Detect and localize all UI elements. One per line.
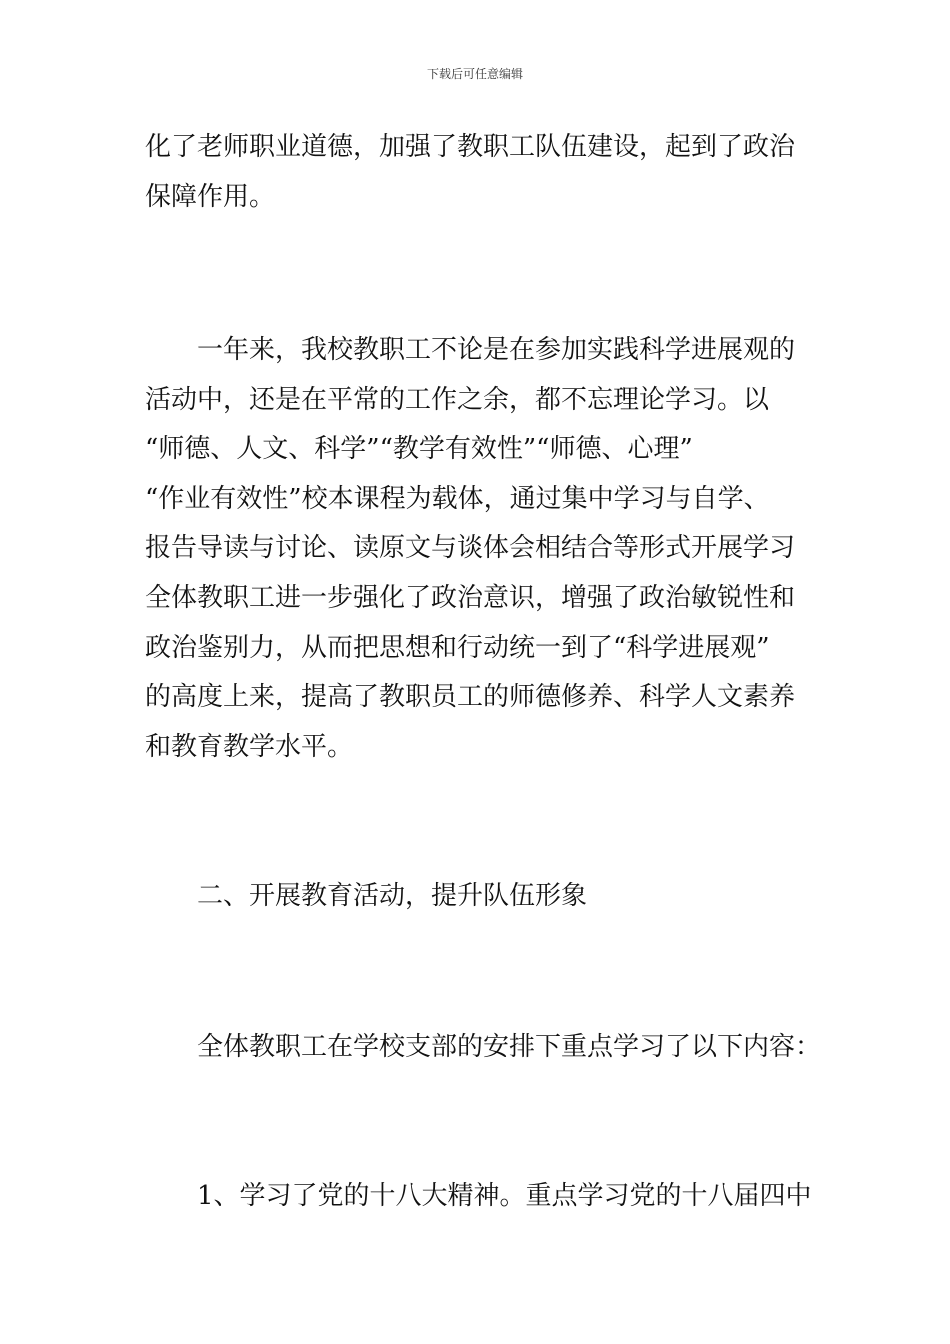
text-line: “作业有效性”校本课程为载体，通过集中学习与自学、: [145, 484, 770, 514]
text-line: 保障作用。: [145, 182, 276, 212]
section-heading: 二、开展教育活动，提升队伍形象: [145, 881, 588, 911]
text-line: 全体教职工进一步强化了政治意识，增强了政治敏锐性和: [145, 583, 796, 613]
text-line: 和教育教学水平。: [145, 732, 354, 762]
text-line: 报告导读与讨论、读原文与谈体会相结合等形式开展学习: [145, 533, 796, 563]
page-header: 下载后可任意编辑: [426, 67, 523, 81]
text-line: 化了老师职业道德，加强了教职工队伍建设，起到了政治: [145, 132, 796, 162]
text-line: 的高度上来，提高了教职员工的师德修养、科学人文素养: [145, 682, 796, 712]
text-line: 一年来，我校教职工不论是在参加实践科学进展观的: [145, 335, 796, 365]
text-line: 全体教职工在学校支部的安排下重点学习了以下内容：: [145, 1032, 822, 1062]
text-line: 政治鉴别力，从而把思想和行动统一到了“科学进展观”: [145, 633, 770, 663]
text-line: 活动中，还是在平常的工作之余，都不忘理论学习。以: [145, 385, 770, 415]
text-line: 1、学习了党的十八大精神。重点学习党的十八届四中: [145, 1181, 812, 1211]
text-line: “师德、人文、科学”“教学有效性”“师德、心理”: [145, 434, 693, 464]
